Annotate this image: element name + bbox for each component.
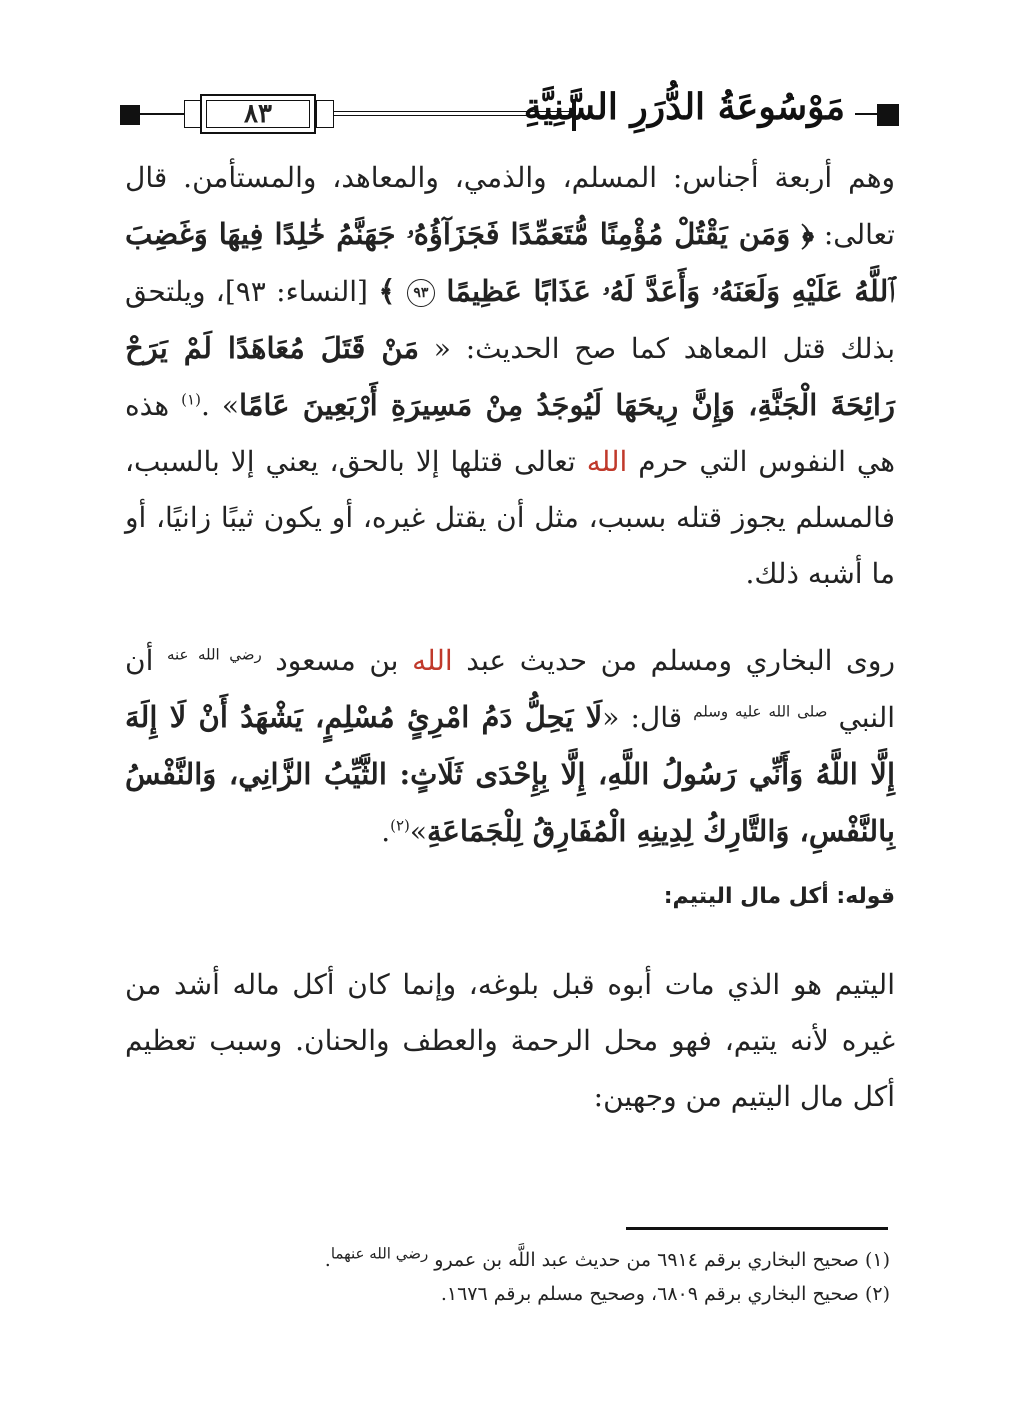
hadith-1: مَنْ قَتَلَ مُعَاهَدًا لَمْ يَرَحْ رَائِحَةَ الْجَنَّةِ، وَإِنَّ رِيحَهَا لَيُوجَدُ مِنْ مَسِيرَةِ أَرْبَعِينَ عَامًا	[125, 331, 895, 422]
footnote-ref-1[interactable]: (١)	[181, 390, 201, 409]
paragraph-gap	[125, 602, 895, 633]
honorific-radiallahu: رضي الله عنه	[166, 645, 262, 664]
page-number: ٨٣	[244, 99, 272, 129]
footnotes	[125, 1243, 890, 1311]
quran-open-bracket: ﴿	[801, 217, 815, 251]
p2-text-1: روى البخاري ومسلم من حديث عبد	[452, 644, 895, 677]
p2-text-2: بن مسعود	[261, 644, 413, 677]
p2-text-6: .	[381, 815, 391, 848]
footnote-1-number: (١)	[864, 1249, 890, 1271]
section-heading: قوله: أكل مال اليتيم:	[663, 884, 895, 909]
p2-text-5: »	[409, 815, 428, 848]
honorific-salallahu: صلى الله عليه وسلم	[693, 702, 828, 721]
footnote-separator	[626, 1227, 888, 1230]
footnote-1-end: .	[324, 1249, 331, 1271]
p1-text-1: وهم أربعة أجناس: المسلم، والذمي، والمعاهد، والمستأمن. قال تعالى:	[125, 161, 895, 251]
paragraph-1	[125, 150, 895, 602]
page-number-box	[200, 94, 316, 134]
section-heading-wrap	[125, 877, 895, 917]
allah-name-red-2: الله	[412, 644, 453, 677]
quran-text: وَمَن يَقْتُلْ مُؤْمِنًا مُّتَعَمِّدًا فَجَزَآؤُهُۥ جَهَنَّمُ خَٰلِدًا فِيهَا وَغَضِبَ ٱللَّهُ عَلَيْهِ وَلَعَنَهُۥ وَأَعَدَّ لَهُۥ عَذَابًا عَظِيمًا	[125, 217, 895, 308]
footnote-1-honorific: رضي الله عنهما	[330, 1244, 429, 1263]
footnote-ref-2[interactable]: (٢)	[390, 816, 410, 835]
p2-text-3: أن النبي	[125, 644, 896, 734]
p2-text-4: قال: «	[602, 701, 694, 734]
footnote-2-number: (٢)	[864, 1283, 890, 1305]
footnote-1	[125, 1243, 890, 1277]
hadith-2: لَا يَحِلُّ دَمُ امْرِئٍ مُسْلِمٍ، يَشْهَدُ أَنْ لَا إِلَهَ إِلَّا اللَّهُ وَأَنِّي رَسُولُ اللَّهِ، إِلَّا بِإِحْدَى ثَلَاثٍ: الثَّيِّبُ الزَّانِي، وَالنَّفْسُ بِالنَّفْسِ، وَالتَّارِكُ لِدِينِهِ الْمُفَارِقُ لِلْجَمَاعَةِ	[125, 700, 895, 848]
ayah-number-marker: ٩٣	[407, 279, 435, 307]
header-square-left	[120, 105, 140, 125]
p1-text-3: » .	[200, 389, 240, 422]
paragraph-2	[125, 633, 895, 860]
quran-close-bracket: ﴾	[378, 274, 396, 308]
book-title: مَوْسُوعَةُ الدُّرَرِ السَّنِيَّةِ	[523, 86, 845, 128]
main-text	[125, 150, 895, 1125]
footnote-2	[125, 1277, 890, 1311]
p1-text-4: هذه هي النفوس التي حرم	[125, 389, 896, 478]
allah-name-red: الله	[586, 445, 628, 478]
paragraph-3: اليتيم هو الذي مات أبوه قبل بلوغه، وإنما كان أكل ماله أشد من غيره لأنه يتيم، فهو محل الرحمة والعطف والحنان. وسبب تعظيم أكل مال اليتيم من وجهين:	[125, 968, 895, 1113]
header-rule-left	[140, 113, 184, 115]
footnote-1-text: صحيح البخاري برقم ٦٩١٤ من حديث عبد اللَّه بن عمرو	[428, 1249, 865, 1271]
p1-text-2: [النساء: ٩٣]، ويلتحق بذلك قتل المعاهد كما صح الحديث: «	[125, 275, 895, 365]
header-knot-right	[316, 100, 334, 128]
footnote-2-text: صحيح البخاري برقم ٦٨٠٩، وصحيح مسلم برقم ١٦٧٦.	[440, 1283, 865, 1305]
header-square-right	[877, 104, 899, 126]
header-rule-right	[855, 113, 877, 115]
p1-text-5: تعالى قتلها إلا بالحق، يعني إلا بالسبب، فالمسلم يجوز قتله بسبب، مثل أن يقتل غيره، أو يكون ثيبًا زانيًا، أو ما أشبه ذلك.	[125, 445, 895, 590]
page-header	[120, 82, 895, 142]
